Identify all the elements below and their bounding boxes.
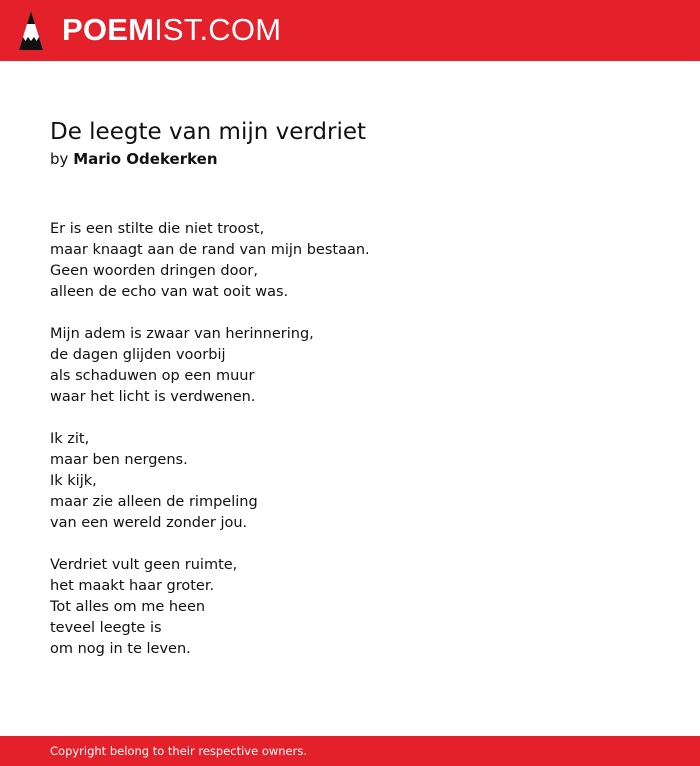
poem-body (50, 219, 670, 681)
site-footer (0, 736, 700, 766)
stanza-2 (50, 324, 670, 408)
poem-line: alleen de echo van wat ooit was. (50, 284, 289, 300)
site-header (0, 0, 700, 61)
copyright-notice: Copyright belong to their respective owners. (50, 744, 308, 758)
poem-line: Geen woorden dringen door, (50, 263, 258, 279)
stanza-4 (50, 555, 670, 660)
poem-line: teveel leegte is (50, 620, 162, 636)
poem-line: Verdriet vult geen ruimte, (50, 557, 238, 573)
pencil-tip-icon[interactable] (18, 10, 44, 52)
poem-line: om nog in te leven. (50, 641, 191, 657)
poem-line: waar het licht is verdwenen. (50, 389, 256, 405)
poem-line: maar knaagt aan de rand van mijn bestaan. (50, 242, 370, 258)
poem-line: Tot alles om me heen (50, 599, 206, 615)
poem-title: De leegte van mijn verdriet (50, 119, 367, 145)
poem-line: als schaduwen op een muur (50, 368, 255, 384)
stanza-1 (50, 219, 670, 303)
poem-line: maar ben nergens. (50, 452, 188, 468)
stanza-3 (50, 429, 670, 534)
by-label: by (50, 150, 69, 168)
poem-line: Er is een stilte die niet troost, (50, 221, 265, 237)
logo-light-text: IST.COM (154, 12, 282, 47)
author-name: Mario Odekerken (73, 150, 218, 168)
poem-line: Ik kijk, (50, 473, 97, 489)
poem-line: Mijn adem is zwaar van herinnering, (50, 326, 314, 342)
poem-line: Ik zit, (50, 431, 90, 447)
poem-line: de dagen glijden voorbij (50, 347, 226, 363)
logo-bold-text: POEM (62, 12, 155, 47)
poem-line: maar zie alleen de rimpeling (50, 494, 258, 510)
poem-line: van een wereld zonder jou. (50, 515, 248, 531)
byline (50, 149, 218, 169)
site-logo[interactable] (62, 12, 281, 48)
poem-line: het maakt haar groter. (50, 578, 215, 594)
